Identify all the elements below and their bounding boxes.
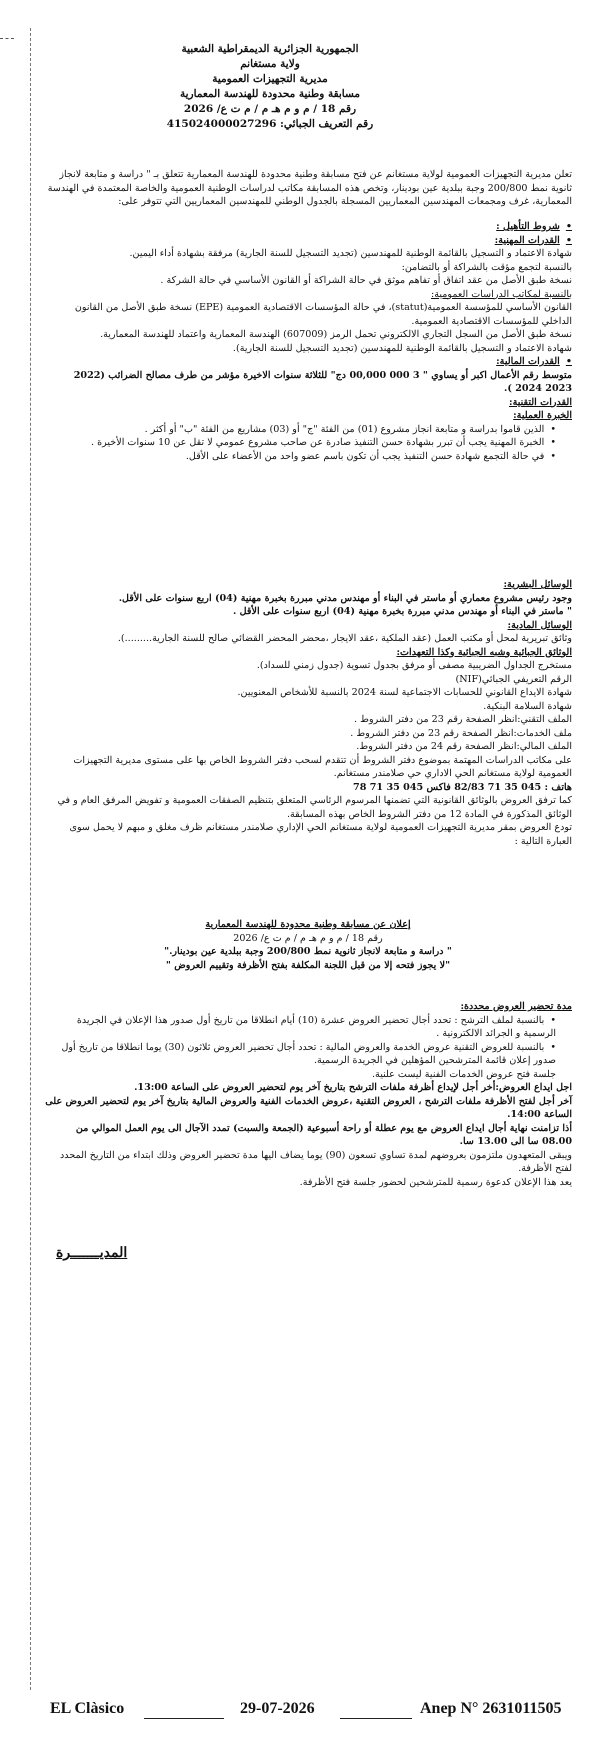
experience-item: • الخبرة المهنية يجب أن تبرر بشهادة حسن التنفيذ صادرة عن صاحب مشروع عمومي لا تقل عن 10 سنوات الأخيرة . (44, 436, 572, 450)
document-item: الملف التقني:انظر الصفحة رقم 23 من دفتر الشروط . (353, 714, 572, 725)
eligibility-item: نسخة طبق الأصل من السجل التجاري الالكتروني تحمل الرمز (607009) الهندسة المعمارية واعتماد للهندسة المعمارية. (100, 329, 572, 340)
eligibility-item: بالنسبة لتجمع مؤقت بالشراكة أو بالتضامن: (401, 261, 572, 273)
experience-item: • الذين قاموا بدراسة و متابعة انجاز مشروع (01) من الفئة "ج" أو (03) مشاريع من الفئة "ب" أو أكثر . (44, 423, 572, 437)
human-means-item: " ماستر في البناء أو مهندس مدني مبررة بخبرة مهنية (04) اربع سنوات على الأقل . (232, 606, 572, 617)
eligibility-title: • شروط التأهيل : (44, 220, 572, 234)
cut-mark (0, 38, 14, 39)
contact-phone: هاتف : 045 35 71 82/83 فاكس 045 35 71 78 (353, 781, 572, 793)
official-header (100, 42, 440, 132)
document-item: شهادة الايداع القانوني للحسابات الاجتماعية لسنة 2024 بالنسبة للأشخاص المعنويين. (237, 687, 572, 698)
header-tax-id: رقم التعريف الجبائي: 415024000027296 (166, 118, 374, 130)
footer-newspaper: EL Clàsico (50, 1700, 125, 1717)
header-line-wilaya: ولاية مستغانم (240, 58, 300, 70)
document-item: ملف الخدمات:انظر الصفحة رقم 23 من دفتر الشروط . (350, 727, 572, 739)
deadline-item: آخر أجل لفتح الأظرفة ملفات الترشح ، العروض التقنية ،عروض الخدمات الفنية والعروض المالية بتاريخ آخر يوم لتحضير العروض على الساعة 14:00. (45, 1095, 572, 1120)
deadline-item: جلسة فتح عروض الخدمات الفنية ليست علنية. (372, 1068, 556, 1080)
deadlines-title: مدة تحضير العروض محددة: (460, 1001, 572, 1012)
professional-capacity-title: • القدرات المهنية: (44, 234, 572, 248)
ad-footer (50, 1700, 590, 1724)
envelope-note: "لا يجوز فتحه إلا من قبل اللجنة المكلفة بفتح الأظرفة وتقييم العروض " (165, 959, 451, 971)
eligibility-section (44, 220, 572, 463)
eligibility-item: بالنسبة لمكاتب الدراسات العمومية: (431, 288, 572, 300)
document-item: شهادة السلامة البنكية. (483, 700, 572, 712)
technical-capacity-title: القدرات التقنية: (509, 396, 572, 408)
eligibility-item: شهادة الاعتماد و التسجيل بالقائمة الوطنية للمهندسين (تجديد التسجيل للسنة الجارية) مرفقة بشهادة أداء اليمين. (129, 248, 572, 259)
experience-item: • في حالة التجمع شهادة حسن التنفيذ يجب أن تكون باسم عضو واحد من الأعضاء على الأقل. (44, 450, 572, 464)
financial-capacity-title: • القدرات المالية: (44, 355, 572, 369)
eligibility-item: شهادة الاعتماد و التسجيل بالقائمة الوطنية للمهندسين (تجديد التسجيل للسنة الجارية). (232, 342, 572, 354)
deadlines-section (44, 1000, 572, 1189)
intro-paragraph (44, 168, 572, 209)
envelope-label (44, 918, 572, 972)
eligibility-item: نسخة طبق الأصل من عقد اتفاق أو تفاهم موثق في حالة الشراكة أو القانون الأساسي في حالة الشركة . (160, 275, 572, 286)
deadline-item: • بالنسبة للعروض التقنية عروض الخدمة والعروض المالية : تحدد أجال تحضير العروض ثلاثون (30) يوما انطلاقا من تاريخ أول صدور إعلان قائمة المترشحين المؤهلين في الجريدة الرسمية. (44, 1041, 572, 1068)
human-means-item: وجود رئيس مشروع معماري أو ماستر في البناء أو مهندس مدني مبررة بخبرة مهنية (04) اربع سنوات على الأقل. (118, 592, 572, 604)
document-item: الرقم التعريفي الجبائي(NIF) (455, 673, 572, 685)
envelope-ref: رقم 18 / م و م هـ م / م ت ع/ 2026 (233, 932, 383, 944)
human-means-title: الوسائل البشرية: (503, 579, 572, 590)
document-item: على مكاتب الدراسات المهتمة بموضوع دفتر الشروط أن تتقدم لسحب دفتر الشروط الخاص بها على مستوى مديرية التجهيزات العمومية لولاية مستغانم الحي الاداري حي صلامندر مستغانم. (73, 754, 572, 779)
deadline-item: ويبقى المتعهدون ملتزمون بعروضهم لمدة تساوي تسعون (90) يوما يضاف اليها مدة تحضير العروض وذلك ابتداء من التاريخ المحدد لفتح الأظرفة. (60, 1149, 572, 1174)
deadline-item: أذا تزامنت نهاية أجال ايداع العروض مع يوم عطلة أو راحة أسبوعية (الجمعة والسبت) تمدد الآجال الى يوم العمل الموالي من 08.00 سا الى 13.00 سا. (75, 1122, 572, 1147)
document-item: الملف المالي:انظر الصفحة رقم 24 من دفتر الشروط. (356, 741, 572, 752)
financial-capacity-text: متوسط رقم الأعمال اكبر أو يساوي " 3 000 00,000 دج" للثلاثة سنوات الاخيرة مؤشر من طرف مصالح الضرائب (2022 2023 2024 ). (73, 369, 572, 394)
eligibility-item: القانون الأساسي للمؤسسة العمومية(statut)، في حالة المؤسسات الاقتصادية العمومية (EPE) نسخة طبق الأصل من القانون الداخلي للمؤسسات الاقتصادية العمومية. (74, 302, 572, 327)
deadline-item: • بالنسبة لملف الترشح : تحدد أجال تحضير العروض عشرة (10) أيام انطلاقا من تاريخ أول صدور هذا الإعلان في الجريدة الرسمية و الجرائد الالكترونية . (44, 1014, 572, 1041)
footer-date: 29-07-2026 (240, 1700, 315, 1717)
document-item: كما ترفق العروض بالوثائق القانونية التي تضمنها المرسوم الرئاسي المتعلق بتنظيم الصفقات العمومية و تفويض المرفق العام و في الوثائق المذكورة في المادة 12 من دفتر الشروط الخاص بهذه المسابقة. (57, 795, 572, 820)
deadline-item: يعد هذا الإعلان كدعوة رسمية للمترشحين لحضور جلسة فتح الأظرفة. (299, 1176, 572, 1188)
header-ref-number: رقم 18 / م و م هـ م / م ت ع/ 2026 (183, 103, 357, 115)
footer-rule (144, 1718, 224, 1719)
header-line-directorate: مديرية التجهيزات العمومية (212, 73, 328, 85)
experience-title: الخبرة العملية: (513, 410, 572, 421)
footer-anep-number: Anep N° 2631011505 (420, 1700, 562, 1717)
header-line-republic: الجمهورية الجزائرية الديمقراطية الشعبية (181, 43, 359, 55)
director-signature: المديـــــــرة (56, 1245, 128, 1261)
intro-text: تعلن مديرية التجهيزات العمومية لولاية مستغانم عن فتح مسابقة وطنية محدودة للهندسة المعمارية تتعلق بـ " دراسة و متابعة لانجاز ثانوية نمط 200/800 وجبة ببلدية عين بودينار، وتخص هذه المسابقة مكاتب لدراسات الوطنية العمومية والخاصة المعتمدة في الهندسة المعمارية، غرف ومجمعات المهندسين المعماريين المسجلة بالجدول الوطني للمهندسين المعماريين التي تتوفر على: (47, 169, 572, 207)
document-item: تودع العروض بمقر مديرية التجهيزات العمومية لولاية مستغانم الحي الإداري صلامندر مستغانم ظرف مغلق و مبهم لا يحمل سوى العبارة التالية : (69, 822, 572, 847)
envelope-subject: " دراسة و متابعة لانجاز ثانوية نمط 200/800 وجبة ببلدية عين بودينار." (164, 946, 452, 957)
material-means-item: وثائق تبريرية لمحل أو مكتب العمل (عقد الملكية ،عقد الايجار ،محضر المحضر القضائي صالح للسنة الجارية.........). (117, 633, 572, 644)
header-line-competition: مسابقة وطنية محدودة للهندسة المعمارية (180, 88, 360, 100)
footer-rule (340, 1718, 412, 1719)
tax-documents-title: الوثائق الجبائية وشبه الجبائية وكذا التعهدات: (396, 646, 572, 658)
material-means-title: الوسائل المادية: (507, 619, 572, 631)
envelope-title: إعلان عن مسابقة وطنية محدودة للهندسة المعمارية (205, 919, 411, 930)
document-item: مستخرج الجداول الضريبية مصفى أو مرفق بجدول تسوية (جدول زمني للسداد). (256, 660, 572, 671)
means-section (44, 578, 572, 848)
deadline-item: اجل ايداع العروض:أخر أجل لإيداع أظرفة ملفات الترشح بتاريخ آخر يوم لتحضير العروض على الساعة 13:00. (134, 1082, 572, 1093)
